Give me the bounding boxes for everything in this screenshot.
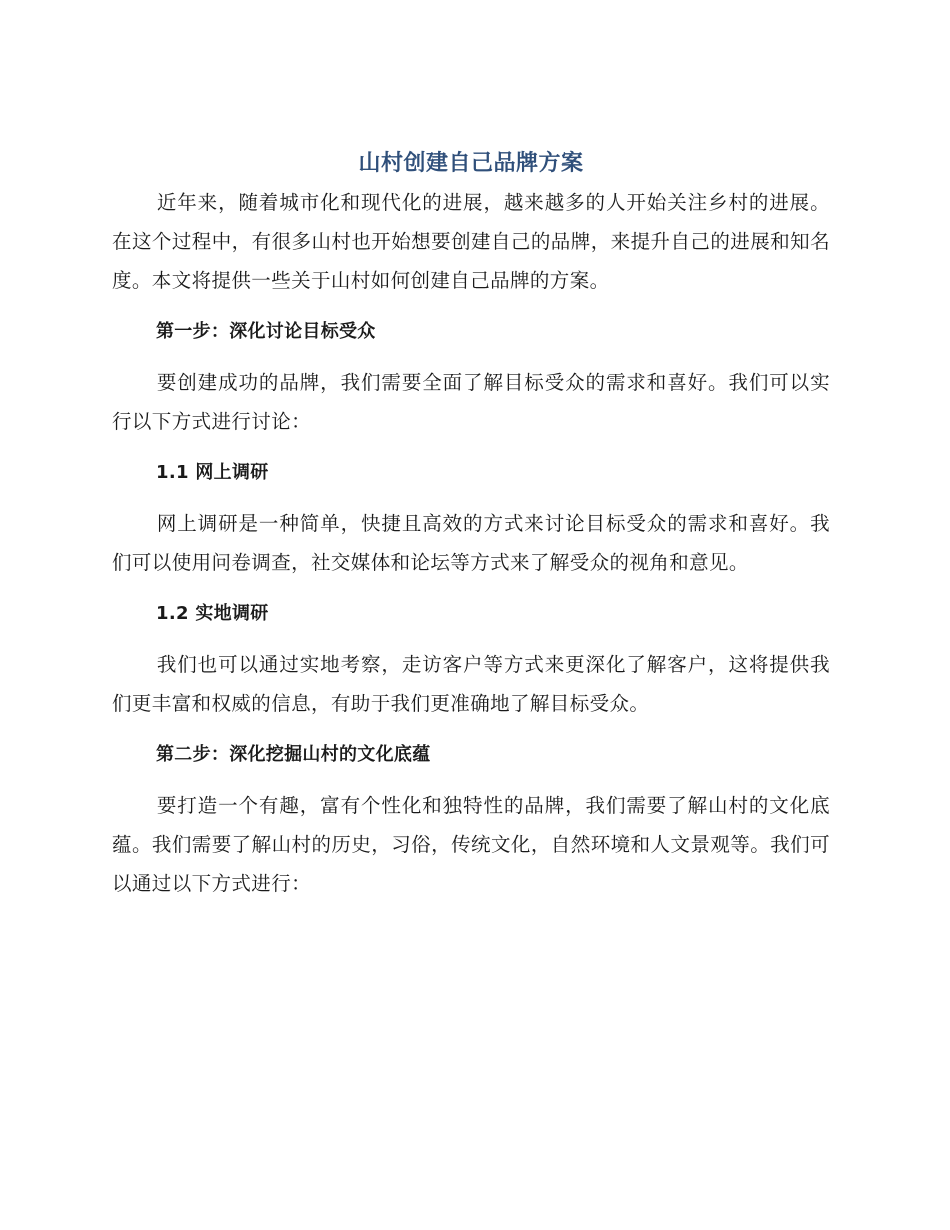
sub2-paragraph: 我们也可以通过实地考察，走访客户等方式来更深化了解客户，这将提供我们更丰富和权威的信息，有助于我们更准确地了解目标受众。 (112, 653, 830, 715)
document-body (112, 145, 830, 903)
spacer (112, 300, 830, 312)
spacer (112, 351, 830, 363)
step2-paragraph: 要打造一个有趣，富有个性化和独特性的品牌，我们需要了解山村的文化底蕴。我们需要了解山村的历史，习俗，传统文化，自然环境和人文景观等。我们可以通过以下方式进行： (112, 794, 830, 895)
spacer (112, 582, 830, 594)
step2-heading: 第二步：深化挖掘山村的文化底蕴 (156, 744, 431, 765)
spacer (112, 774, 830, 786)
step1-paragraph: 要创建成功的品牌，我们需要全面了解目标受众的需求和喜好。我们可以实行以下方式进行讨论： (112, 371, 830, 433)
spacer (112, 441, 830, 453)
sub1-heading: 1.1 网上调研 (156, 462, 269, 483)
spacer (112, 492, 830, 504)
step1-heading: 第一步：深化讨论目标受众 (156, 321, 376, 342)
sub2-heading: 1.2 实地调研 (156, 603, 269, 624)
sub1-paragraph: 网上调研是一种简单，快捷且高效的方式来讨论目标受众的需求和喜好。我们可以使用问卷调查，社交媒体和论坛等方式来了解受众的视角和意见。 (112, 512, 830, 574)
document-title: 山村创建自己品牌方案 (358, 151, 584, 176)
intro-paragraph: 近年来，随着城市化和现代化的进展，越来越多的人开始关注乡村的进展。在这个过程中，有很多山村也开始想要创建自己的品牌，来提升自己的进展和知名度。本文将提供一些关于山村如何创建自己品牌的方案。 (112, 191, 830, 292)
spacer (112, 723, 830, 735)
spacer (112, 633, 830, 645)
